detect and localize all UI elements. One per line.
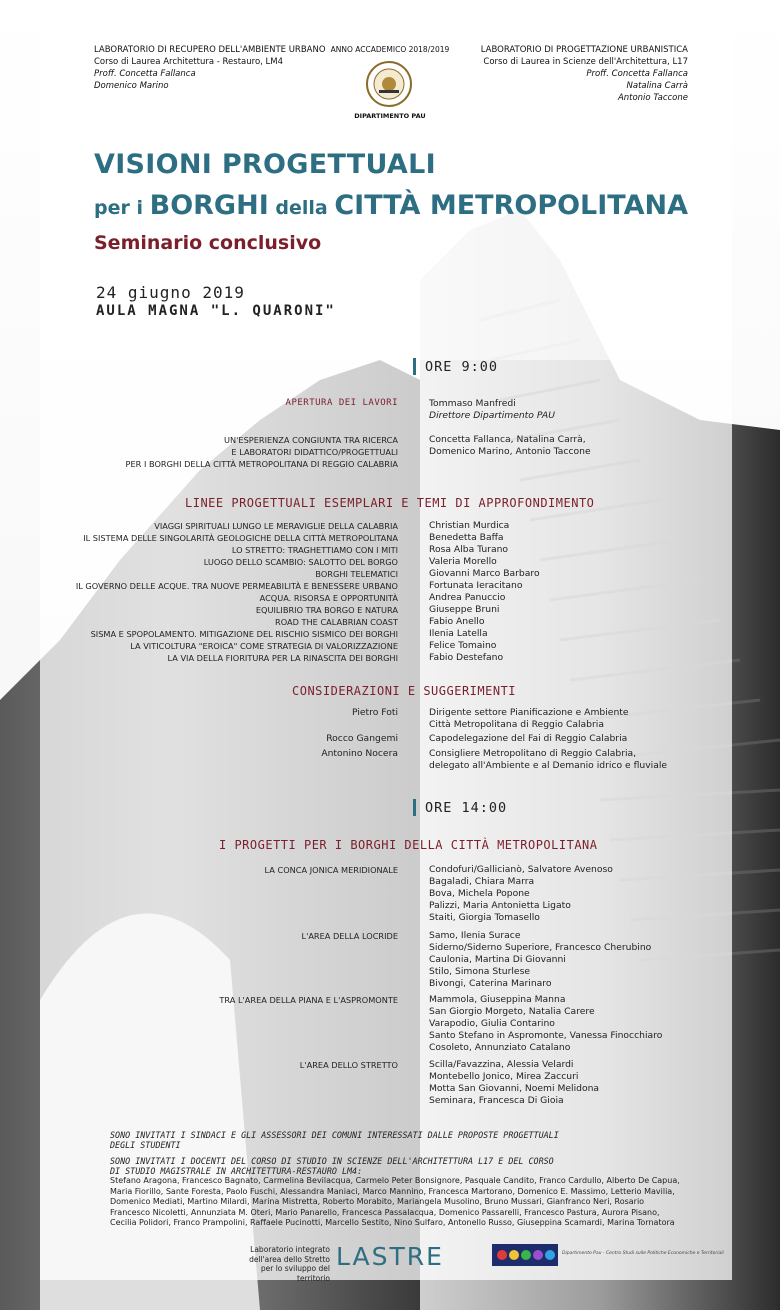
footer-lab-line: per lo sviluppo del territorio: [260, 1264, 330, 1283]
title-line2-c: della: [268, 197, 335, 219]
project-entry: Palizzi, Maria Antonietta Ligato: [429, 900, 571, 911]
project-entry: San Giorgio Morgeto, Natalia Carere: [429, 1006, 595, 1017]
experience-speaker-line: Concetta Fallanca, Natalina Carrà,: [429, 434, 586, 445]
topic-label: VIAGGI SPIRITUALI LUNGO LE MERAVIGLIE DELLA CALABRIA: [154, 521, 398, 531]
speaker-name: Andrea Panuccio: [429, 592, 506, 603]
experience-line: E LABORATORI DIDATTICO/PROGETTUALI: [231, 447, 398, 457]
section1-topics: [58, 520, 398, 664]
title-line2: [94, 190, 688, 221]
area-label: TRA L'AREA DELLA PIANA E L'ASPROMONTE: [219, 995, 398, 1005]
event-date: 24 giugno 2019: [96, 283, 245, 302]
speaker-name: Fabio Destefano: [429, 652, 504, 663]
opening-label: APERTURA DEI LAVORI: [285, 398, 398, 408]
area-entries: [429, 864, 613, 924]
area-label: L'AREA DELLA LOCRIDE: [301, 931, 398, 941]
time-marker: [413, 358, 416, 375]
lastre-logo: LASTRE: [336, 1242, 444, 1271]
project-entry: Cosoleto, Annunziato Catalano: [429, 1042, 571, 1053]
area-entries: [429, 994, 662, 1054]
project-entry: Samo, Ilenia Surace: [429, 930, 521, 941]
topic-label: LA VITICOLTURA "EROICA" COME STRATEGIA DI VALORIZZAZIONE: [130, 641, 398, 651]
project-entry: Condofuri/Gallicianò, Salvatore Avenoso: [429, 864, 613, 875]
guest-role: Consigliere Metropolitano di Reggio Calabria,: [429, 748, 637, 759]
topic-label: ACQUA. RISORSA E OPPORTUNITÀ: [259, 593, 398, 603]
guest-role: Dirigente settore Pianificazione e Ambiente: [429, 707, 629, 718]
guest-role: Città Metropolitana di Reggio Calabria: [429, 719, 604, 730]
project-entry: Varapodio, Giulia Contarino: [429, 1018, 555, 1029]
project-entry: Siderno/Siderno Superiore, Francesco Cherubino: [429, 942, 652, 953]
speaker-name: Giovanni Marco Barbaro: [429, 568, 540, 579]
title-line2-d: CITTÀ METROPOLITANA: [334, 190, 689, 221]
speaker-name: Fabio Anello: [429, 616, 485, 627]
time-marker: [413, 799, 416, 816]
header-right-prof1: Proff. Concetta Fallanca: [586, 69, 688, 79]
topic-label: BORGHI TELEMATICI: [315, 569, 398, 579]
professors-line: Stefano Aragona, Francesco Bagnato, Carmelina Bevilacqua, Carmelo Peter Bonsignore, Pasquale Candito, Franco Cardullo, Alberto De Capua,: [110, 1176, 680, 1185]
dipartimento-logo-text: Dipartimento Pau - Centro Studi sulle Politiche Economiche e Territoriali: [562, 1251, 724, 1256]
footer-lab-line: dell'area dello Stretto: [249, 1254, 330, 1264]
header-right-prof3: Antonio Taccone: [617, 93, 688, 103]
header-left-title: LABORATORIO DI RECUPERO DELL'AMBIENTE URBANO: [94, 45, 326, 55]
experience-speakers: [429, 434, 591, 458]
speaker-name: Christian Murdica: [429, 520, 510, 531]
section1-title: LINEE PROGETTUALI ESEMPLARI E TEMI DI APPROFONDIMENTO: [185, 496, 595, 510]
speaker-name: Rosa Alba Turano: [429, 544, 509, 555]
guest-role: Capodelegazione del Fai di Reggio Calabria: [429, 733, 628, 744]
topic-label: LUOGO DELLO SCAMBIO: SALOTTO DEL BORGO: [203, 557, 398, 567]
title-line2-a: per i: [94, 197, 150, 219]
project-entry: Motta San Giovanni, Noemi Melidona: [429, 1083, 600, 1094]
invite-line: SONO INVITATI I SINDACI E GLI ASSESSORI DEI COMUNI INTERESSATI DALLE PROPOSTE PROGETTUALI: [110, 1130, 559, 1140]
project-entry: Montebello Jonico, Mirea Zaccuri: [429, 1071, 579, 1082]
project-entry: Bova, Michela Popone: [429, 888, 530, 899]
experience-line: UN'ESPERIENZA CONGIUNTA TRA RICERCA: [224, 435, 398, 445]
header-right-course: Corso di Laurea in Scienze dell'Architettura, L17: [483, 57, 688, 67]
professors-line: Domenico Mediati, Martino Milardi, Marina Mistretta, Roberto Morabito, Mariangela Musolino, Bruno Mussari, Gianfranco Neri, Rosario: [110, 1197, 645, 1206]
project-entry: Staiti, Giorgia Tomasello: [429, 912, 540, 923]
project-entry: Mammola, Giuseppina Manna: [429, 994, 566, 1005]
morning-time: ORE 9:00: [425, 359, 499, 375]
subtitle: Seminario conclusivo: [94, 232, 322, 254]
header-left: [94, 44, 326, 92]
area-label: L'AREA DELLO STRETTO: [299, 1060, 398, 1070]
project-entry: Scilla/Favazzina, Alessia Velardi: [429, 1059, 574, 1070]
title-line2-b: BORGHI: [149, 190, 269, 221]
section3-title: I PROGETTI PER I BORGHI DELLA CITTÀ METROPOLITANA: [219, 838, 598, 852]
project-entry: Santo Stefano in Aspromonte, Vanessa Finocchiaro: [429, 1030, 663, 1041]
speaker-name: Giuseppe Bruni: [429, 604, 500, 615]
topic-label: LO STRETTO: TRAGHETTIAMO CON I MITI: [231, 545, 398, 555]
project-entry: Stilo, Simona Sturlese: [429, 966, 531, 977]
speaker-name: Ilenia Latella: [429, 628, 488, 639]
section2-title: CONSIDERAZIONI E SUGGERIMENTI: [292, 684, 517, 698]
topic-label: SISMA E SPOPOLAMENTO. MITIGAZIONE DEL RISCHIO SISMICO DEI BORGHI: [90, 629, 398, 639]
invite-block: [110, 1130, 690, 1176]
footer-lab-line: Laboratorio integrato: [250, 1245, 330, 1254]
guest-name: Pietro Foti: [352, 707, 398, 718]
opening-role: Direttore Dipartimento PAU: [429, 410, 555, 421]
header-left-prof1: Proff. Concetta Fallanca: [94, 69, 196, 79]
header-center: [318, 44, 462, 56]
event-place: AULA MAGNA "L. QUARONI": [96, 303, 336, 319]
professors-list: [110, 1176, 690, 1229]
guest-role: delegato all'Ambiente e al Demanio idrico e fluviale: [429, 760, 668, 771]
guest-name: Antonino Nocera: [321, 748, 398, 759]
professors-line: Francesco Nicoletti, Annunziata M. Oteri, Mario Panarello, Francesca Passalacqua, Domenico Passarelli, Francesco Pastura, Aurora Pisano,: [110, 1207, 660, 1217]
area-entries: [429, 1059, 599, 1107]
speaker-name: Felice Tomaino: [429, 640, 497, 651]
header-right-title: LABORATORIO DI PROGETTAZIONE URBANISTICA: [480, 45, 688, 55]
topic-label: IL SISTEMA DELLE SINGOLARITÀ GEOLOGICHE DELLA CITTÀ METROPOLITANA: [83, 533, 398, 543]
experience-line: PER I BORGHI DELLA CITTÀ METROPOLITANA DI REGGIO CALABRIA: [125, 459, 398, 469]
header-left-course: Corso di Laurea Architettura - Restauro, LM4: [94, 57, 284, 67]
topic-label: IL GOVERNO DELLE ACQUE. TRA NUOVE PERMEABILITÀ E BENESSERE URBANO: [75, 581, 398, 591]
section1-names: [429, 520, 540, 664]
invite-line: DEGLI STUDENTI: [110, 1140, 181, 1150]
project-entry: Caulonia, Martina Di Giovanni: [429, 954, 566, 965]
topic-label: ROAD THE CALABRIAN COAST: [275, 617, 398, 627]
guest-name: Rocco Gangemi: [326, 733, 398, 744]
experience-block: [58, 434, 398, 470]
project-entry: Bivongi, Caterina Marinaro: [429, 978, 552, 989]
area-entries: [429, 930, 651, 990]
professors-line: Maria Fiorillo, Sante Foresta, Paolo Fuschi, Alessandra Maniaci, Marco Mannino, Francesca Martorano, Domenico E. Massimo, Letterio Mavilia,: [110, 1186, 675, 1196]
professors-line: Cecilia Polidori, Franco Prampolini, Raffaele Pucinotti, Marcello Sestito, Nino Sulfaro, Antonello Russo, Giuseppina Scamardi, Marina Tornatora: [110, 1218, 675, 1227]
area-label: LA CONCA JONICA MERIDIONALE: [264, 865, 398, 875]
header-right: [481, 44, 688, 104]
title-line1: VISIONI PROGETTUALI: [94, 149, 436, 180]
experience-speaker-line: Domenico Marino, Antonio Taccone: [429, 446, 591, 457]
topic-label: EQUILIBRIO TRA BORGO E NATURA: [255, 605, 398, 615]
speaker-name: Benedetta Baffa: [429, 532, 504, 543]
invite-line: SONO INVITATI I DOCENTI DEL CORSO DI STUDIO IN SCIENZE DELL'ARCHITETTURA L17 E DEL CORSO: [110, 1156, 554, 1166]
header-left-prof2: Domenico Marino: [94, 81, 169, 91]
opening-speaker: Tommaso Manfredi: [429, 398, 516, 409]
afternoon-time: ORE 14:00: [425, 800, 508, 816]
header-right-prof2: Natalina Carrà: [626, 81, 688, 91]
speaker-name: Valeria Morello: [429, 556, 497, 567]
project-entry: Bagaladi, Chiara Marra: [429, 876, 535, 887]
dipartimento-logo-icon: [492, 1244, 558, 1266]
university-seal-icon: [365, 60, 413, 108]
invite-line: DI STUDIO MAGISTRALE IN ARCHITETTURA-RESTAURO LM4:: [110, 1166, 363, 1176]
department-label: DIPARTIMENTO PAU: [354, 112, 426, 120]
speaker-name: Fortunata Ieracitano: [429, 580, 523, 591]
footer-lab: [230, 1245, 330, 1283]
academic-year: ANNO ACCADEMICO 2018/2019: [330, 45, 450, 54]
topic-label: LA VIA DELLA FIORITURA PER LA RINASCITA DEI BORGHI: [167, 653, 398, 663]
project-entry: Seminara, Francesca Di Gioia: [429, 1095, 564, 1106]
